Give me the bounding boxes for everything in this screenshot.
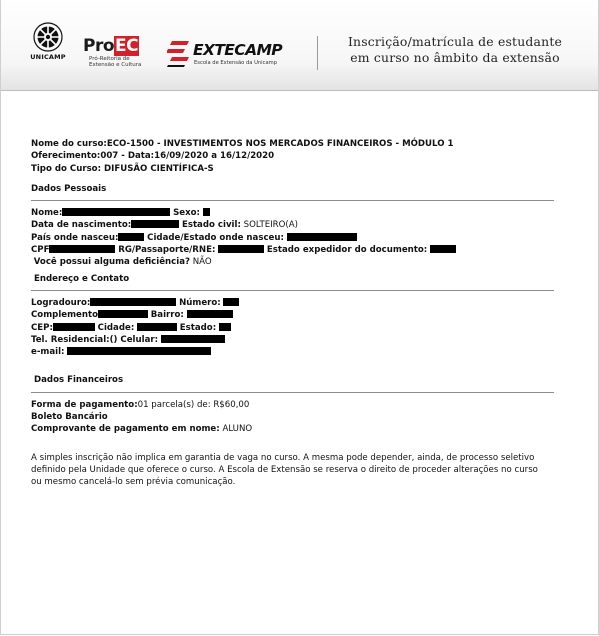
page-title-line1: Inscrição/matrícula de estudante (347, 34, 563, 49)
disability-label: Você possui alguma deficiência? (33, 257, 190, 268)
address-section-title (31, 273, 561, 285)
payment-value: 01 parcela(s) de: R$60,00 (137, 399, 250, 410)
birthplace-row (31, 232, 561, 244)
disability-row (31, 256, 561, 268)
payment-row (31, 399, 561, 411)
section-divider (31, 290, 554, 291)
proec-subtitle (89, 56, 163, 68)
enrollment-notice: A simples inscrição não implica em garantia de vaga no curso. A mesma pode depender, ainda, de processo seletivo definido pela Unidade que oferece o curso. A Escola de Extensão se reserva o direito de proceder alterações no curso ou mesmo cancelá-lo sem prévia comunicação. (31, 452, 538, 488)
financial-section-title (31, 374, 561, 386)
payment-label: Forma de pagamento: (31, 399, 138, 410)
email-label: e-mail: (31, 347, 65, 358)
proec-subtitle-line1: Pró-Reitoria de (89, 56, 130, 62)
address-section-title-text: Endereço e Contato (34, 273, 130, 284)
country-label: País onde nasceu: (31, 232, 119, 243)
unicamp-caption: UNICAMP (30, 53, 66, 61)
section-divider (31, 392, 554, 393)
redacted-birthdate (131, 220, 179, 228)
complement-label: Complemento (31, 310, 99, 321)
personal-section-title: Dados Pessoais (31, 183, 107, 194)
sex-label: Sexo: (173, 208, 200, 219)
course-offer-row (31, 150, 561, 162)
name-label: Nome: (31, 208, 63, 219)
documents-row (31, 244, 561, 256)
section-divider (31, 200, 554, 201)
proec-pro-text: Pro (83, 36, 115, 56)
city-label: Cidade: (97, 322, 135, 333)
civil-status-value: SOLTEIRO(A) (243, 220, 298, 231)
redacted-rg (218, 245, 264, 253)
civil-status-label: Estado civil: (181, 220, 241, 231)
redacted-sex (203, 208, 210, 216)
birth-label: Data de nascimento: (31, 220, 132, 231)
proec-subtitle-line2: Extensão e Cultura (89, 62, 142, 68)
course-offer-value: 007 - Data:16/09/2020 a 16/12/2020 (100, 151, 275, 162)
boleto-text: Boleto Bancário (31, 412, 108, 423)
redacted-birth-city (287, 233, 357, 241)
disability-value: NÃO (192, 257, 212, 268)
course-type-value: DIFUSÃO CIENTÍFICA-S (104, 163, 214, 174)
course-type-row (31, 163, 561, 175)
extecamp-stripes-icon (167, 40, 191, 68)
redacted-number (223, 298, 239, 306)
district-label: Bairro: (150, 310, 184, 321)
redacted-name (62, 208, 170, 216)
financial-section-title-text: Dados Financeiros (34, 375, 124, 386)
redacted-street (90, 298, 176, 306)
number-label: Número: (179, 297, 221, 308)
redacted-complement (98, 310, 148, 318)
birth-row (31, 219, 561, 231)
street-row (31, 297, 561, 309)
redacted-email (67, 347, 211, 355)
redacted-cpf (49, 245, 115, 253)
page-header (1, 0, 598, 91)
receipt-label: Comprovante de pagamento em nome: (31, 424, 220, 435)
redacted-state (219, 323, 231, 331)
name-row (31, 207, 561, 219)
course-name-label: Nome do curso: (31, 139, 107, 149)
birth-city-label: Cidade/Estado onde nasceu: (147, 232, 284, 243)
page-title-line2: em curso no âmbito da extensão (350, 50, 560, 65)
cep-label: CEP: (31, 322, 53, 333)
rg-label: RG/Passaporte/RNE: (118, 245, 216, 256)
complement-row (31, 309, 561, 321)
boleto-row (31, 411, 561, 423)
street-label: Logradouro: (31, 297, 91, 308)
unicamp-logo (27, 22, 69, 61)
email-row (31, 346, 561, 358)
unicamp-emblem-icon (33, 22, 63, 52)
phone-label: Tel. Residencial:() Celular: (31, 334, 159, 345)
redacted-issuer-state (430, 245, 456, 253)
extecamp-subtitle: Escola de Extensão da Unicamp (194, 60, 277, 66)
redacted-phone (161, 335, 225, 343)
page-title (331, 34, 579, 66)
phone-row (31, 334, 561, 346)
redacted-city (137, 323, 177, 331)
proec-logo (83, 38, 163, 68)
state-label: Estado: (179, 322, 217, 333)
course-name-value: ECO-1500 - INVESTIMENTOS NOS MERCADOS FINANCEIROS - MÓDULO 1 (106, 139, 454, 149)
receipt-value: ALUNO (222, 424, 253, 435)
cpf-label: CPF (31, 245, 50, 256)
issuer-state-label: Estado expedidor do documento: (266, 245, 428, 256)
header-divider (317, 36, 318, 70)
redacted-country (118, 233, 144, 241)
course-offer-label: Oferecimento: (31, 151, 101, 162)
course-type-label: Tipo do Curso: (31, 163, 105, 174)
document-content (31, 138, 561, 489)
extecamp-name: EXTECAMP (193, 41, 283, 59)
redacted-cep (53, 323, 95, 331)
course-name-row (31, 138, 561, 150)
redacted-district (187, 310, 233, 318)
proec-ec-text: EC (115, 36, 139, 56)
cep-row (31, 322, 561, 334)
receipt-row (31, 423, 561, 435)
